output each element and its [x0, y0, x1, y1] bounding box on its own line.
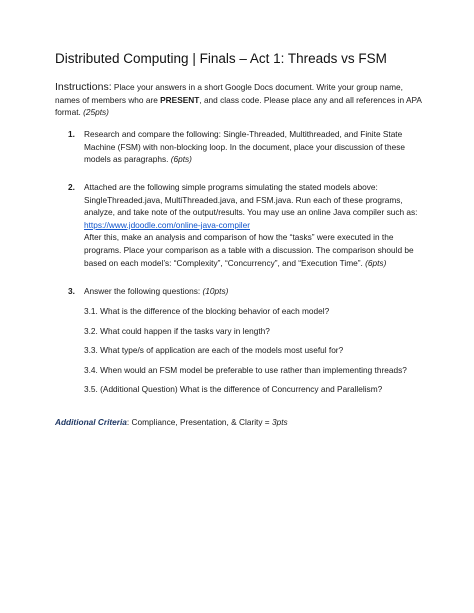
question-3-1: 3.1. What is the difference of the blocking behavior of each model?	[84, 306, 330, 316]
list-item-3	[55, 285, 427, 298]
question-3-3: 3.3. What type/s of application are each of the models most useful for?	[84, 345, 344, 355]
item-body-1	[84, 128, 427, 166]
item-number-2: 2.	[68, 182, 75, 192]
item-text-3: Answer the following questions:	[84, 286, 203, 296]
instructions-text-2: , and class code. Please place any and all references in APA format.	[55, 94, 422, 118]
item-text-1: Research and compare the following: Single-Threaded, Multithreaded, and Finite State Machine (FSM) with non-blocking loop. In the document, place your discussion of these models as paragraphs.	[84, 129, 405, 165]
item-body-3	[84, 285, 427, 298]
list-item-1	[55, 128, 427, 166]
question-3-4: 3.4. When would an FSM model be preferable to use rather than implementing threads?	[84, 365, 407, 375]
item-points-3: (10pts)	[202, 286, 229, 296]
question-3-2: 3.2. What could happen if the tasks vary in length?	[84, 326, 270, 336]
item-points-2: (6pts)	[365, 257, 387, 268]
question-3-5: 3.5. (Additional Question) What is the difference of Concurrency and Parallelism?	[84, 384, 383, 394]
list-item-2	[55, 181, 427, 269]
jdoodle-link[interactable]: https://www.jdoodle.com/online-java-compiler	[84, 219, 251, 230]
item-text-2b: After this, make an analysis and comparison of how the “tasks” were executed in the programs. Place your comparison as a table with a discussion. The comparison should be based on each model’s: “Complexity”, “Concurrency”, and “Execution Time”.	[84, 232, 414, 268]
criteria-text: Compliance, Presentation, & Clarity =	[129, 417, 272, 427]
additional-criteria	[55, 416, 427, 428]
item-body-2	[84, 181, 427, 269]
criteria-colon: :	[126, 417, 130, 427]
item-text-2a: Attached are the following simple programs simulating the stated models above: SingleThreaded.java, MultiThreaded.java, and FSM.java. Run each of these programs, analyze, and take note of the output/results. You may use an online Java compiler such as:	[84, 182, 418, 218]
criteria-label: Additional Criteria	[55, 417, 127, 427]
item-number-3: 3.	[68, 286, 75, 296]
instructions-points: (25pts)	[83, 107, 109, 118]
criteria-points: 3pts	[271, 417, 288, 427]
instructions-emphasis: PRESENT	[160, 94, 200, 105]
item-number-1: 1.	[68, 129, 75, 139]
instructions-paragraph	[55, 81, 427, 119]
instructions-text-1: Place your answers in a short Google Docs document. Write your group name, names of members who are	[55, 82, 403, 105]
document-title: Distributed Computing | Finals – Act 1: Threads vs FSM	[55, 51, 387, 66]
instructions-lead: Instructions:	[55, 81, 112, 93]
item-points-1: (6pts)	[170, 154, 192, 165]
